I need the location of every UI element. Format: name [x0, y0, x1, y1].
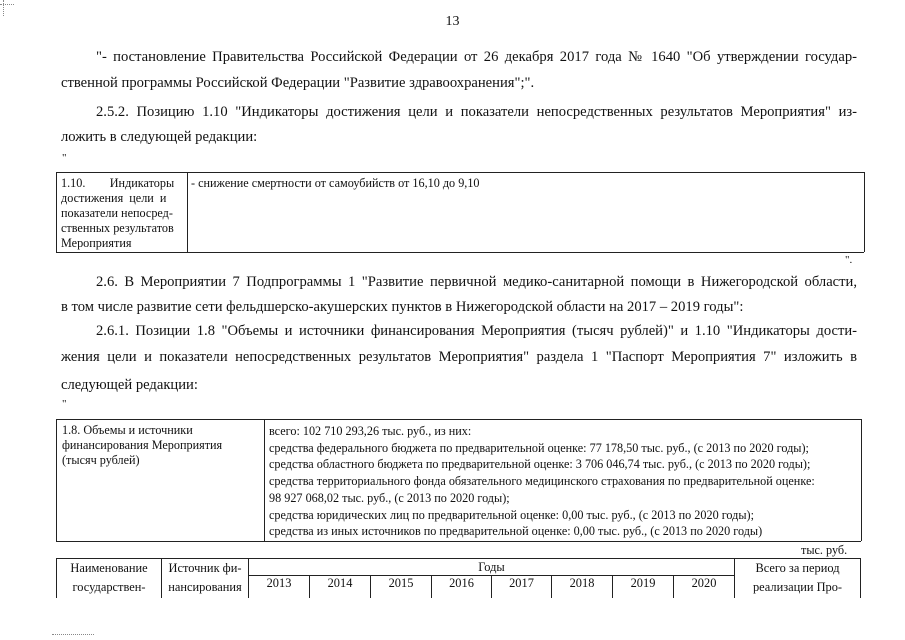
column-header-name-line: Наименование: [70, 561, 148, 575]
indicators-label-line: Мероприятия: [61, 236, 132, 250]
scan-edge-mark: [52, 634, 94, 635]
paragraph-2-line-2: ложить в следующей редакции:: [61, 129, 258, 145]
year-header: 2016: [449, 576, 474, 590]
year-header: 2019: [630, 576, 656, 590]
paragraph-3-line-1: 2.6. В Мероприятии 7 Подпрограммы 1 "Развитие первичной медико-санитарной помощи в Нижегородской области,: [96, 274, 857, 290]
year-header: 2013: [266, 576, 292, 590]
page-number: 13: [445, 14, 460, 29]
paragraph-4-line-1: 2.6.1. Позиции 1.8 "Объемы и источники финансирования Мероприятия (тысяч рублей)" и 1.10 "Индикаторы дости-: [96, 323, 857, 339]
financing-label-cell: [62, 423, 222, 468]
opening-quote-2: ": [62, 398, 67, 410]
year-header: 2020: [691, 576, 717, 590]
column-header-name: [57, 559, 161, 597]
indicators-label-line: ственных результатов: [61, 221, 174, 235]
column-header-total: [735, 559, 860, 597]
paragraph-4-line-2: жения цели и показатели непосредственных результатов Мероприятия" раздела 1 "Паспорт Мероприятия 7" изложить в: [61, 349, 857, 365]
financing-value-cell: [269, 423, 815, 540]
scan-edge-mark: [3, 0, 4, 16]
year-header: 2014: [327, 576, 353, 590]
year-header: 2018: [569, 576, 595, 590]
opening-quote-1: ": [62, 152, 67, 164]
paragraph-1-line-1: "- постановление Правительства Российской Федерации от 26 декабря 2017 года № 1640 "Об утверждении государ-: [96, 49, 857, 65]
column-header-years: Годы: [478, 560, 505, 574]
column-header-source-line: нансирования: [168, 580, 242, 594]
financing-total-line: всего: 102 710 293,26 тыс. руб., из них:: [269, 424, 472, 438]
column-header-name-line: государствен-: [72, 580, 146, 594]
column-header-source-line: Источник фи-: [168, 561, 242, 575]
financing-regional-line: средства областного бюджета по предварительной оценке: 3 706 046,74 тыс. руб., (с 2013 по 2020 годы);: [269, 457, 811, 472]
column-header-total-line: реализации Про-: [752, 580, 843, 594]
financing-legal-entities-line: средства юридических лиц по предварительной оценке: 0,00 тыс. руб., (с 2013 по 2020 годы);: [269, 507, 754, 522]
year-header: 2015: [388, 576, 414, 590]
closing-quote-1: ".: [845, 254, 853, 266]
paragraph-4-line-3: следующей редакции:: [61, 377, 198, 393]
financing-label-line: финансирования Мероприятия: [62, 438, 223, 452]
paragraph-1-line-2: ственной программы Российской Федерации "Развитие здравоохранения";".: [61, 75, 535, 91]
indicators-label-line: достижения цели и: [61, 191, 167, 205]
financing-tfoms-amount-line: 98 927 068,02 тыс. руб., (с 2013 по 2020 годы);: [269, 490, 510, 505]
financing-label-line: 1.8. Объемы и источники: [62, 423, 193, 437]
indicators-label-cell: [61, 176, 185, 251]
financing-other-sources-line: средства из иных источников по предварительной оценке: 0,00 тыс. руб., (с 2013 по 2020 годы): [269, 524, 763, 539]
paragraph-2-line-1: 2.5.2. Позицию 1.10 "Индикаторы достижения цели и показатели непосредственных результатов Мероприятия" из-: [96, 104, 857, 120]
indicators-value-cell: - снижение смертности от самоубийств от 16,10 до 9,10: [191, 176, 480, 190]
financing-label-line: (тысяч рублей): [62, 453, 140, 467]
indicators-label-line: показатели непосред-: [61, 206, 173, 220]
paragraph-3-line-2: в том числе развитие сети фельдшерско-акушерских пунктов в Нижегородской области на 2017 – 2019 годы":: [61, 299, 744, 315]
unit-label: тыс. руб.: [801, 543, 848, 557]
financing-federal-line: средства федерального бюджета по предварительной оценке: 77 178,50 тыс. руб., (с 2013 по 2020 годы);: [269, 440, 809, 455]
year-header: 2017: [509, 576, 534, 590]
column-header-total-line: Всего за период: [755, 561, 840, 575]
financing-tfoms-line: средства территориального фонда обязательного медицинского страхования по предварительной оценке:: [269, 474, 815, 489]
indicators-label-line: 1.10. Индикаторы: [61, 176, 175, 190]
column-header-source: [162, 559, 248, 597]
